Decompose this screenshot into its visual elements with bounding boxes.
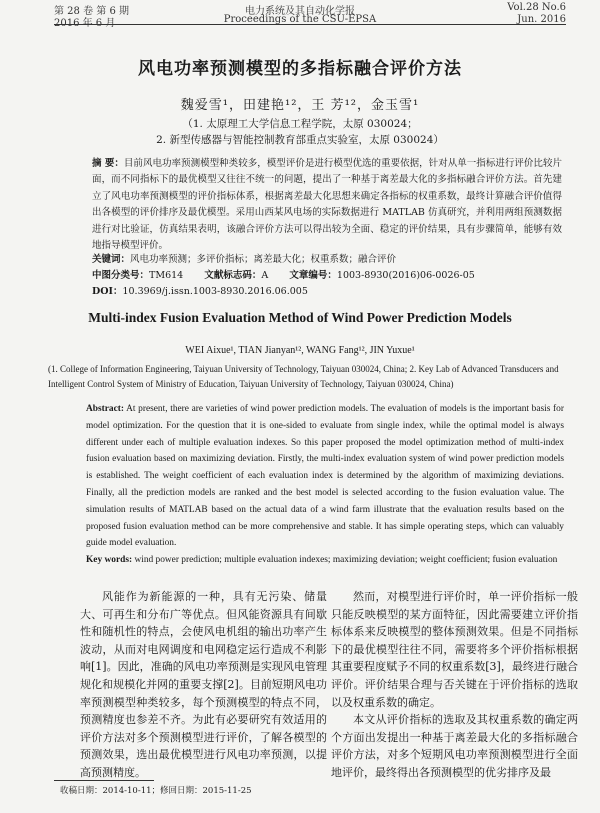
header-journal-cn: 电力系统及其自动化学报 (245, 6, 355, 17)
classification-row (92, 268, 562, 284)
header-rule (54, 24, 566, 25)
abstract-cn-label: 摘 要： (92, 158, 124, 169)
doi-row (92, 284, 562, 300)
article-no-label: 文章编号： (289, 270, 337, 281)
affiliation-en: (1. College of Information Engineering, Taiyuan University of Technology, Taiyuan 030024, China; 2. Key Lab of Advanced Transducers and Intelligent Control System of Ministry of Education, Taiyuan University of Technology, Taiyuan 030024, China) (48, 364, 559, 389)
body-paragraph: 风能作为新能源的一种，具有无污染、储量大、可再生和分布广等优点。但风能资源具有间歇性和随机性的特点，会使风电机组的输出功率产生波动，从而对电网调度和电网稳定运行造成不利影响[1]。因此，准确的风电功率预测是实现风电管理规化和规模化并网的重要支撑[2]。目前短期风电功率预测模型种类较多，每个预测模型的特点不同，预测精度也参差不齐。为此有必要研究有效适用的评价方法对多个预测模型进行评价，了解各模型的预测效果，选出最优模型进行风电功率预测，以提高预测精度。 (80, 590, 327, 779)
authors-cn: 魏爱雪¹，田建艳¹²，王 芳¹²，金玉雪¹ (180, 98, 420, 113)
authors-en: WEI Aixue¹, TIAN Jianyan¹², WANG Fang¹², JIN Yuxue¹ (185, 345, 415, 356)
abstract-en (86, 401, 564, 569)
doi-value: 10.3969/j.issn.1003-8930.2016.06.005 (122, 286, 308, 297)
keywords-cn (92, 252, 562, 268)
article-no-value: 1003-8930(2016)06-0026-05 (336, 270, 475, 281)
clc-label: 中图分类号： (92, 270, 150, 281)
body-column-left (80, 588, 327, 782)
keywords-cn-text: 风电功率预测；多评价指标；离差最大化；权重系数；融合评价 (130, 254, 397, 265)
abstract-en-label: Abstract: (86, 404, 125, 414)
doi-label: DOI： (92, 286, 123, 297)
clc-value: TM614 (149, 270, 184, 281)
header-journal-en: Proceedings of the CSU-EPSA (223, 14, 377, 25)
abstract-cn (92, 156, 562, 254)
footnote-received: 收稿日期：2014-10-11；修回日期：2015-11-25 (60, 786, 252, 796)
affiliation-cn-1: （1. 太原理工大学信息工程学院，太原 030024； (182, 118, 418, 130)
keywords-cn-label: 关键词： (92, 254, 131, 265)
header-volume: 第 28 卷 第 6 期 (54, 6, 129, 17)
header-vol-en: Vol.28 No.6 (507, 2, 566, 13)
abstract-en-text: At present, there are varieties of wind power prediction models. The evaluation of models is the important basis for model optimization. For the question that it is one-sided to evaluate from single index, while the optimal model is always different under each of multiple evaluation indexes. So this paper proposed the model optimization method of multi-index fusion evaluation based on maximizing deviation. Firstly, the multi-index evaluation system of wind power prediction models is established. The weight coefficient of each evaluation index is determined by the algorithm of maximizing deviations. Finally, all the prediction models are ranked and the best model is selected according to the fusion evaluation value. The simulation results of MATLAB based on the actual data of a wind farm illustrate that the evaluation results based on the proposed fusion evaluation method can be more comprehensive and stable. It has simple operating steps, which can valuably guide model evaluation. (86, 404, 564, 549)
doc-code-value: A (261, 270, 269, 281)
abstract-cn-text: 目前风电功率预测模型种类较多，模型评价是进行模型优选的重要依据，针对从单一指标进行评价比较片面，而不同指标下的最优模型又往往不统一的问题，提出了一种基于离差最大化的多指标融合评价方法。首先建立了风电功率预测模型的评价指标体系，根据离差最大化思想来确定各指标的权重系数，最终计算融合评价值得出各模型的评价排序及最优模型。采用山西某风电场的实际数据进行 MATLAB 仿真研究，并利用两组预测数据进行对比验证，仿真结果表明，该融合评价方法可以得出较为全面、稳定的评价结果，具有步骤简单，能够有效地指导模型评价。 (92, 158, 562, 252)
keywords-en-label: Key words: (86, 555, 133, 566)
affiliation-cn-2: 2. 新型传感器与智能控制教育部重点实验室，太原 030024） (156, 134, 444, 146)
header-date-en: Jun. 2016 (517, 14, 566, 25)
paper-title-en: Multi-index Fusion Evaluation Method of Wind Power Prediction Models (88, 310, 512, 325)
body-column-right (331, 588, 578, 782)
body-paragraph: 本文从评价指标的选取及其权重系数的确定两个方面出发提出一种基于离差最大化的多指标融合评价方法，对多个短期风电功率预测模型进行全面地评价，最终得出各预测模型的优劣排序及最 (331, 713, 578, 779)
keywords-en-text: wind power prediction; multiple evaluation indexes; maximizing deviation; weight coefficient; fusion evaluation (134, 555, 558, 566)
footnote-rule (54, 780, 154, 781)
doc-code-label: 文献标志码： (204, 270, 262, 281)
body-paragraph: 然而，对模型进行评价时，单一评价指标一般只能反映模型的某方面特征，因此需要建立评价指标体系来反映模型的整体预测效果。但是不同指标下的最优模型往往不同，需要将多个评价指标根据其重要程度赋予不同的权重系数[3]，最终进行融合评价。评价结果合理与否关键在于评价指标的选取以及权重系数的确定。 (331, 590, 578, 709)
paper-title-cn: 风电功率预测模型的多指标融合评价方法 (138, 59, 462, 79)
header-date: 2016 年 6 月 (54, 18, 116, 29)
